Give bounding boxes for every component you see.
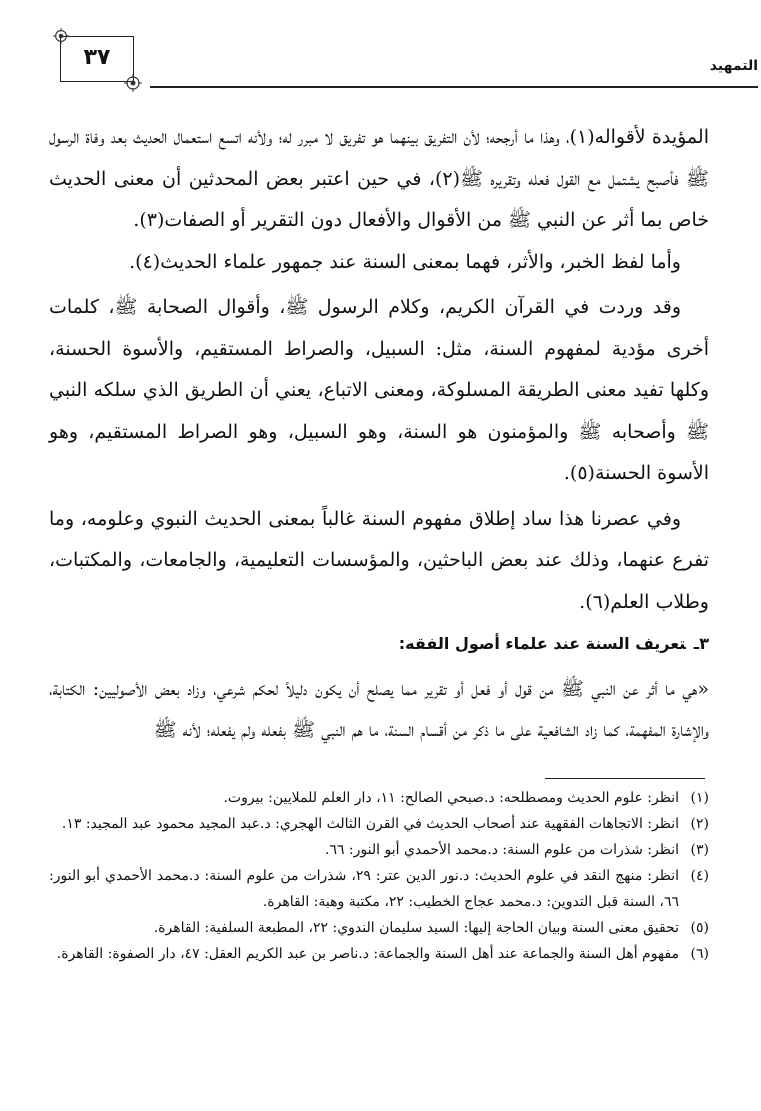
corner-ornament-icon [123, 73, 143, 93]
paragraph: وفي عصرنا هذا ساد إطلاق مفهوم السنة غالباً بمعنى الحديث النبوي وعلومه، وما تفرع عنهما، وذلك عند بعض الباحثين، والمؤسسات التعليمية، والجامعات، والمكتبات، وطلاب العلم(٦). [49, 507, 709, 613]
page-header [60, 36, 758, 90]
section-title: تعريف السنة عند علماء أصول الفقه: [398, 634, 686, 653]
footnote-text: مفهوم أهل السنة والجماعة عند أهل السنة والجماعة: د.ناصر بن عبد الكريم العقل: ٤٧، دار الصفوة: القاهرة. [56, 946, 679, 962]
footnote-number: (٥) [690, 920, 709, 936]
footnote-text: انظر: شذرات من علوم السنة: د.محمد الأحمدي أبو النور: ٦٦. [324, 842, 679, 858]
footnote-number: (٢) [690, 816, 709, 832]
footnote [49, 785, 709, 811]
footnote [49, 811, 709, 837]
running-title: التمهيد [709, 58, 758, 74]
footnote [49, 837, 709, 863]
main-text [49, 117, 709, 752]
footnote-text: انظر: منهج النقد في علوم الحديث: د.نور الدين عتر: ٢٩، شذرات من علوم السنة: د.محمد الأحمدي أبو النور: ٦٦، السنة قبل التدوين: د.محمد عجاج الخطيب: ٢٢، مكتبة وهبة: القاهرة. [49, 868, 679, 910]
footnote [49, 941, 709, 967]
paragraph: «هي ما أثر عن النبي ﷺ من قول أو فعل أو تقرير مما يصلح أن يكون دليلاً لحكم شرعي، وزاد بعض الأصوليين: الكتابة، والإشارة المفهمة، كما زاد الشافعية على ما ذكر من أقسام السنة، ما هم النبي ﷺ بفعله ولم يفعله؛ لأنه ﷺ [49, 677, 709, 741]
header-rule [150, 86, 758, 88]
footnote [49, 915, 709, 941]
page-number-box [60, 36, 134, 82]
paragraph: المؤيدة لأقواله(١)، وهذا ما أرجحه؛ لأن التفريق بينهما هو تفريق لا مبرر له؛ ولأنه اتسع استعمال الحديث بعد وفاة الرسول ﷺ فأصبح يشتمل مع القول فعله وتقريره ﷺ(٢)، في حين اعتبر بعض المحدثين أن معنى الحديث خاص بما أثر عن النبي ﷺ من الأقوال والأفعال دون التقرير أو الصفات(٣). [49, 126, 709, 231]
section-number: ٣ـ [693, 634, 709, 653]
footnote-number: (٤) [690, 868, 709, 884]
footnotes [49, 785, 709, 967]
footnote-rule [545, 778, 705, 779]
section-heading [49, 623, 709, 665]
page-number: ٣٧ [83, 45, 111, 70]
footnote-text: تحقيق معنى السنة وبيان الحاجة إليها: السيد سليمان الندوي: ٢٢، المطبعة السلفية: القاهرة. [153, 920, 679, 936]
footnote-number: (٣) [690, 842, 709, 858]
footnote-number: (١) [690, 790, 709, 806]
footnote-number: (٦) [690, 946, 709, 962]
footnote-text: انظر: علوم الحديث ومصطلحه: د.صبحي الصالح: ١١، دار العلم للملايين: بيروت. [223, 790, 679, 806]
paragraph: وقد وردت في القرآن الكريم، وكلام الرسول ﷺ، وأقوال الصحابة ﷺ، كلمات أخرى مؤدية لمفهوم السنة، مثل: السبيل، والصراط المستقيم، والأسوة الحسنة، وكلها تفيد معنى الطريقة المسلوكة، ومعنى الاتباع، يعني أن الطريق الذي سلكه النبي ﷺ وأصحابه ﷺ والمؤمنون هو السنة، وهو السبيل، وهو الصراط المستقيم، وهو الأسوة الحسنة(٥). [49, 296, 709, 484]
footnote-text: انظر: الاتجاهات الفقهية عند أصحاب الحديث في القرن الثالث الهجري: د.عبد المجيد محمود عبد المجيد: ١٣. [61, 816, 679, 832]
corner-ornament-icon [52, 27, 70, 45]
footnote [49, 863, 709, 915]
paragraph: وأما لفظ الخبر، والأثر، فهما بمعنى السنة عند جمهور علماء الحديث(٤). [129, 250, 681, 273]
